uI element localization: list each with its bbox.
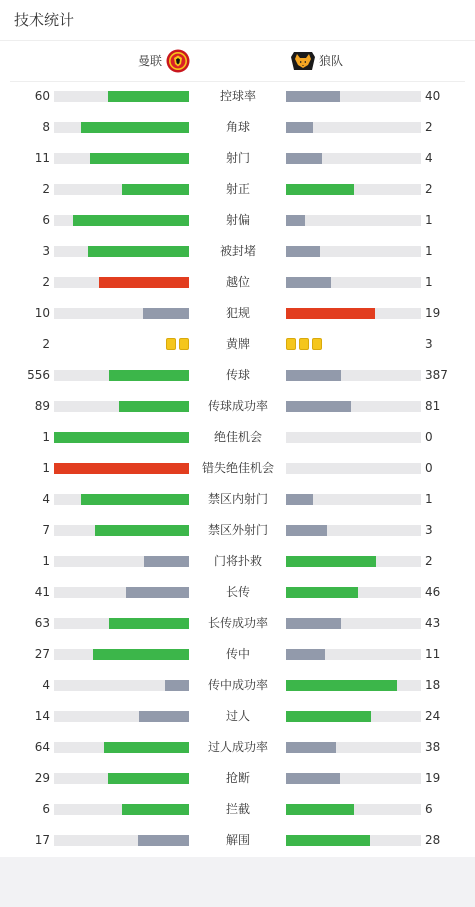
home-bar-track xyxy=(54,277,189,288)
away-bar-fill xyxy=(286,773,340,784)
stat-row xyxy=(0,143,475,174)
away-bar-fill xyxy=(286,308,375,319)
home-stat-value: 89 xyxy=(34,399,50,413)
stat-row xyxy=(0,453,475,484)
home-bar-track xyxy=(54,773,189,784)
away-bar-track xyxy=(286,556,421,567)
away-bar-fill xyxy=(286,494,313,505)
manchester-united-crest-icon xyxy=(166,49,190,73)
stat-row xyxy=(0,825,475,856)
away-bar-track xyxy=(286,215,421,226)
home-bar-track xyxy=(54,432,189,443)
away-bar-fill xyxy=(286,680,397,691)
away-stat-value: 6 xyxy=(425,802,433,816)
home-team-name: 曼联 xyxy=(137,54,162,68)
home-bar-track xyxy=(54,711,189,722)
stat-row xyxy=(0,515,475,546)
away-bar-fill xyxy=(286,742,336,753)
wolves-crest-icon xyxy=(291,49,315,73)
home-bar-track xyxy=(54,525,189,536)
home-bar-fill xyxy=(54,432,189,443)
home-bar-fill xyxy=(81,122,189,133)
home-stat-value: 2 xyxy=(42,182,50,196)
away-bar-track xyxy=(286,432,421,443)
away-bar-fill xyxy=(286,711,371,722)
away-bar-fill xyxy=(286,122,313,133)
away-bar-fill xyxy=(286,246,320,257)
away-bar-fill xyxy=(286,370,341,381)
home-yellow-cards xyxy=(166,338,189,351)
home-bar-fill xyxy=(139,711,189,722)
away-stat-value: 387 xyxy=(425,368,448,382)
stat-row xyxy=(0,267,475,298)
away-bar-track xyxy=(286,184,421,195)
home-bar-track xyxy=(54,122,189,133)
stat-row xyxy=(0,422,475,453)
home-stat-value: 63 xyxy=(34,616,50,630)
home-stat-value: 10 xyxy=(34,306,50,320)
stat-row xyxy=(0,236,475,267)
stat-row xyxy=(0,484,475,515)
home-bar-track xyxy=(54,742,189,753)
stat-label: 传中 xyxy=(225,647,250,661)
home-stat-value: 4 xyxy=(42,678,50,692)
away-stat-value: 1 xyxy=(425,492,433,506)
home-stat-value: 6 xyxy=(42,802,50,816)
home-stat-value: 17 xyxy=(34,833,50,847)
stat-label: 被封堵 xyxy=(219,244,256,258)
away-stat-value: 2 xyxy=(425,182,433,196)
home-bar-fill xyxy=(126,587,189,598)
stat-label: 拦截 xyxy=(225,802,250,816)
stat-row xyxy=(0,701,475,732)
stat-row xyxy=(0,670,475,701)
away-bar-fill xyxy=(286,649,325,660)
away-stat-value: 40 xyxy=(425,89,441,103)
home-bar-track xyxy=(54,556,189,567)
stat-label: 传中成功率 xyxy=(207,678,268,692)
away-stat-value: 46 xyxy=(425,585,441,599)
away-stat-value: 0 xyxy=(425,430,433,444)
away-stat-value: 38 xyxy=(425,740,441,754)
stat-label: 越位 xyxy=(225,275,250,289)
stat-label: 传球成功率 xyxy=(207,399,268,413)
stat-label: 过人成功率 xyxy=(207,740,268,754)
home-bar-fill xyxy=(95,525,190,536)
home-bar-fill xyxy=(143,308,189,319)
home-bar-fill xyxy=(93,649,189,660)
stat-label: 长传成功率 xyxy=(207,616,268,630)
home-stat-value: 14 xyxy=(34,709,50,723)
stat-row xyxy=(0,329,475,360)
stat-label: 射门 xyxy=(225,151,250,165)
home-bar-fill xyxy=(144,556,189,567)
stat-label: 过人 xyxy=(225,709,250,723)
away-bar-track xyxy=(286,525,421,536)
away-bar-track xyxy=(286,649,421,660)
home-bar-fill xyxy=(73,215,189,226)
stat-row xyxy=(0,205,475,236)
home-stat-value: 7 xyxy=(42,523,50,537)
away-stat-value: 18 xyxy=(425,678,441,692)
away-bar-track xyxy=(286,370,421,381)
home-bar-fill xyxy=(109,370,189,381)
home-stat-value: 11 xyxy=(34,151,50,165)
stat-label: 犯规 xyxy=(225,306,250,320)
home-bar-track xyxy=(54,463,189,474)
panel-title: 技术统计 xyxy=(14,11,75,29)
team-header xyxy=(0,41,475,81)
home-bar-fill xyxy=(54,463,189,474)
stat-row xyxy=(0,577,475,608)
away-bar-track xyxy=(286,773,421,784)
home-bar-track xyxy=(54,246,189,257)
stat-label: 门将扑救 xyxy=(213,554,262,568)
home-bar-track xyxy=(54,153,189,164)
away-bar-track xyxy=(286,122,421,133)
away-bar-fill xyxy=(286,215,305,226)
home-stat-value: 2 xyxy=(42,337,50,351)
home-bar-track xyxy=(54,401,189,412)
home-bar-track xyxy=(54,804,189,815)
home-bar-track xyxy=(54,680,189,691)
away-stat-value: 28 xyxy=(425,833,441,847)
away-bar-track xyxy=(286,711,421,722)
home-bar-fill xyxy=(122,184,190,195)
stat-label: 黄牌 xyxy=(225,337,250,351)
home-bar-fill xyxy=(88,246,189,257)
stat-row xyxy=(0,608,475,639)
home-stat-value: 4 xyxy=(42,492,50,506)
stat-row xyxy=(0,794,475,825)
home-bar-track xyxy=(54,370,189,381)
home-bar-track xyxy=(54,494,189,505)
away-bar-fill xyxy=(286,401,351,412)
stat-row xyxy=(0,112,475,143)
away-stat-value: 2 xyxy=(425,554,433,568)
yellow-card-icon xyxy=(166,338,176,350)
home-stat-value: 556 xyxy=(27,368,50,382)
away-bar-fill xyxy=(286,587,358,598)
home-bar-track xyxy=(54,215,189,226)
home-bar-fill xyxy=(104,742,189,753)
stats-list xyxy=(0,81,475,856)
home-bar-track xyxy=(54,618,189,629)
home-bar-fill xyxy=(99,277,189,288)
home-bar-track xyxy=(54,835,189,846)
away-bar-track xyxy=(286,308,421,319)
home-bar-track xyxy=(54,308,189,319)
stat-label: 角球 xyxy=(225,120,250,134)
away-bar-fill xyxy=(286,91,340,102)
home-stat-value: 1 xyxy=(42,430,50,444)
away-bar-fill xyxy=(286,556,376,567)
away-stat-value: 4 xyxy=(425,151,433,165)
away-stat-value: 24 xyxy=(425,709,441,723)
stat-row xyxy=(0,298,475,329)
stat-label: 射正 xyxy=(225,182,250,196)
yellow-card-icon xyxy=(299,338,309,350)
away-stat-value: 3 xyxy=(425,523,433,537)
away-bar-fill xyxy=(286,804,354,815)
stat-label: 绝佳机会 xyxy=(213,430,262,444)
home-bar-fill xyxy=(122,804,190,815)
away-bar-fill xyxy=(286,277,331,288)
stat-row xyxy=(0,391,475,422)
home-stat-value: 27 xyxy=(34,647,50,661)
away-bar-track xyxy=(286,494,421,505)
home-stat-value: 8 xyxy=(42,120,50,134)
home-bar-fill xyxy=(108,773,189,784)
away-bar-track xyxy=(286,835,421,846)
home-bar-track xyxy=(54,91,189,102)
home-bar-fill xyxy=(109,618,189,629)
away-bar-track xyxy=(286,804,421,815)
away-bar-track xyxy=(286,401,421,412)
home-stat-value: 29 xyxy=(34,771,50,785)
stat-row xyxy=(0,546,475,577)
away-stat-value: 19 xyxy=(425,306,441,320)
home-stat-value: 64 xyxy=(34,740,50,754)
home-stat-value: 6 xyxy=(42,213,50,227)
yellow-card-icon xyxy=(179,338,189,350)
yellow-card-icon xyxy=(312,338,322,350)
away-bar-fill xyxy=(286,618,341,629)
away-bar-fill xyxy=(286,184,354,195)
home-bar-track xyxy=(54,184,189,195)
stat-label: 禁区内射门 xyxy=(207,492,268,506)
away-stat-value: 1 xyxy=(425,275,433,289)
home-bar-track xyxy=(54,649,189,660)
away-bar-track xyxy=(286,246,421,257)
away-bar-fill xyxy=(286,153,322,164)
away-stat-value: 81 xyxy=(425,399,441,413)
away-bar-track xyxy=(286,277,421,288)
away-stat-value: 19 xyxy=(425,771,441,785)
stat-label: 传球 xyxy=(225,368,250,382)
away-stat-value: 2 xyxy=(425,120,433,134)
home-bar-fill xyxy=(108,91,189,102)
home-stat-value: 1 xyxy=(42,461,50,475)
away-bar-fill xyxy=(286,835,370,846)
away-stat-value: 1 xyxy=(425,244,433,258)
yellow-card-icon xyxy=(286,338,296,350)
away-bar-track xyxy=(286,742,421,753)
away-stat-value: 3 xyxy=(425,337,433,351)
away-bar-track xyxy=(286,587,421,598)
away-bar-track xyxy=(286,463,421,474)
home-bar-fill xyxy=(81,494,189,505)
away-bar-track xyxy=(286,153,421,164)
away-stat-value: 0 xyxy=(425,461,433,475)
stat-row xyxy=(0,639,475,670)
stat-row xyxy=(0,81,475,112)
home-bar-fill xyxy=(90,153,189,164)
stat-label: 射偏 xyxy=(225,213,250,227)
stat-label: 解围 xyxy=(225,833,250,847)
home-stat-value: 2 xyxy=(42,275,50,289)
stat-row xyxy=(0,360,475,391)
away-stat-value: 11 xyxy=(425,647,441,661)
away-bar-track xyxy=(286,680,421,691)
home-bar-fill xyxy=(119,401,189,412)
stat-row xyxy=(0,732,475,763)
home-bar-fill xyxy=(138,835,189,846)
home-stat-value: 3 xyxy=(42,244,50,258)
home-bar-fill xyxy=(165,680,189,691)
away-stat-value: 43 xyxy=(425,616,441,630)
stat-label: 长传 xyxy=(225,585,250,599)
away-stat-value: 1 xyxy=(425,213,433,227)
stat-label: 控球率 xyxy=(219,89,256,103)
away-team-name: 狼队 xyxy=(319,54,344,68)
away-bar-track xyxy=(286,618,421,629)
stat-label: 错失绝佳机会 xyxy=(201,461,274,475)
stat-row xyxy=(0,763,475,794)
away-bar-fill xyxy=(286,525,327,536)
away-yellow-cards xyxy=(286,338,322,351)
home-bar-track xyxy=(54,587,189,598)
stat-label: 抢断 xyxy=(225,771,250,785)
home-stat-value: 41 xyxy=(34,585,50,599)
stat-label: 禁区外射门 xyxy=(207,523,268,537)
away-bar-track xyxy=(286,91,421,102)
stat-row xyxy=(0,174,475,205)
home-stat-value: 1 xyxy=(42,554,50,568)
home-stat-value: 60 xyxy=(34,89,50,103)
